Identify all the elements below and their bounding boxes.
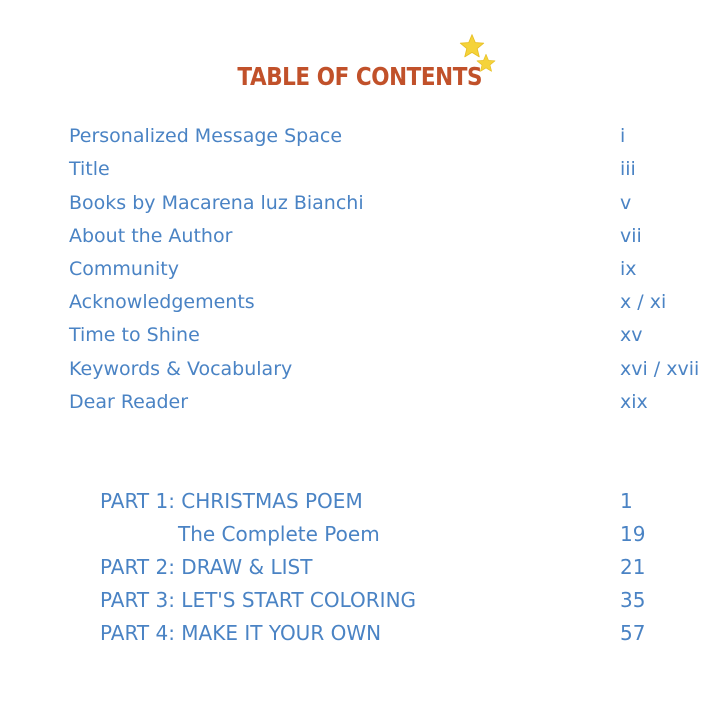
toc-entry-page: vii xyxy=(620,225,642,247)
star-icon xyxy=(476,53,496,73)
toc-entry-page: 21 xyxy=(620,555,646,579)
toc-entry-label: About the Author xyxy=(69,225,233,247)
toc-entry-label: Title xyxy=(69,158,110,180)
toc-entry-time-to-shine[interactable] xyxy=(0,321,720,349)
toc-entry-page: xv xyxy=(620,324,643,346)
toc-entry-page: 1 xyxy=(620,489,633,513)
toc-entry-books-by-author[interactable] xyxy=(0,189,720,217)
toc-entry-page: i xyxy=(620,125,626,147)
toc-entry-part-1[interactable] xyxy=(0,487,720,515)
toc-entry-part-4[interactable] xyxy=(0,619,720,647)
toc-entry-page: xvi / xvii xyxy=(620,358,700,380)
toc-entry-page: v xyxy=(620,192,632,214)
toc-entry-label: PART 3: LET'S START COLORING xyxy=(100,588,417,612)
toc-entry-label: Keywords & Vocabulary xyxy=(69,358,293,380)
toc-entry-page: 35 xyxy=(620,588,646,612)
toc-entry-acknowledgements[interactable] xyxy=(0,288,720,316)
toc-entry-label: Personalized Message Space xyxy=(69,125,343,147)
toc-entry-label: Community xyxy=(69,258,179,280)
toc-entry-community[interactable] xyxy=(0,255,720,283)
toc-entry-part-3[interactable] xyxy=(0,586,720,614)
toc-entry-page: x / xi xyxy=(620,291,667,313)
toc-entry-personalized-message-space[interactable] xyxy=(0,122,720,150)
toc-entry-keywords-vocabulary[interactable] xyxy=(0,355,720,383)
toc-entry-complete-poem[interactable] xyxy=(0,520,720,548)
toc-entry-page: 57 xyxy=(620,621,646,645)
toc-entry-page: xix xyxy=(620,391,648,413)
toc-entry-label: PART 4: MAKE IT YOUR OWN xyxy=(100,621,382,645)
toc-entry-title[interactable] xyxy=(0,155,720,183)
toc-entry-about-the-author[interactable] xyxy=(0,222,720,250)
toc-entry-label: Acknowledgements xyxy=(69,291,255,313)
toc-entry-part-2[interactable] xyxy=(0,553,720,581)
toc-entry-label: Time to Shine xyxy=(69,324,200,346)
toc-entry-page: ix xyxy=(620,258,637,280)
toc-entry-page: 19 xyxy=(620,522,646,546)
page-title: TABLE OF CONTENTS xyxy=(237,62,483,91)
toc-entry-label: Dear Reader xyxy=(69,391,189,413)
toc-entry-label: PART 1: CHRISTMAS POEM xyxy=(100,489,363,513)
toc-entry-label: The Complete Poem xyxy=(178,522,380,546)
toc-entry-dear-reader[interactable] xyxy=(0,388,720,416)
toc-entry-page: iii xyxy=(620,158,636,180)
toc-entry-label: PART 2: DRAW & LIST xyxy=(100,555,313,579)
toc-entry-label: Books by Macarena luz Bianchi xyxy=(69,192,364,214)
